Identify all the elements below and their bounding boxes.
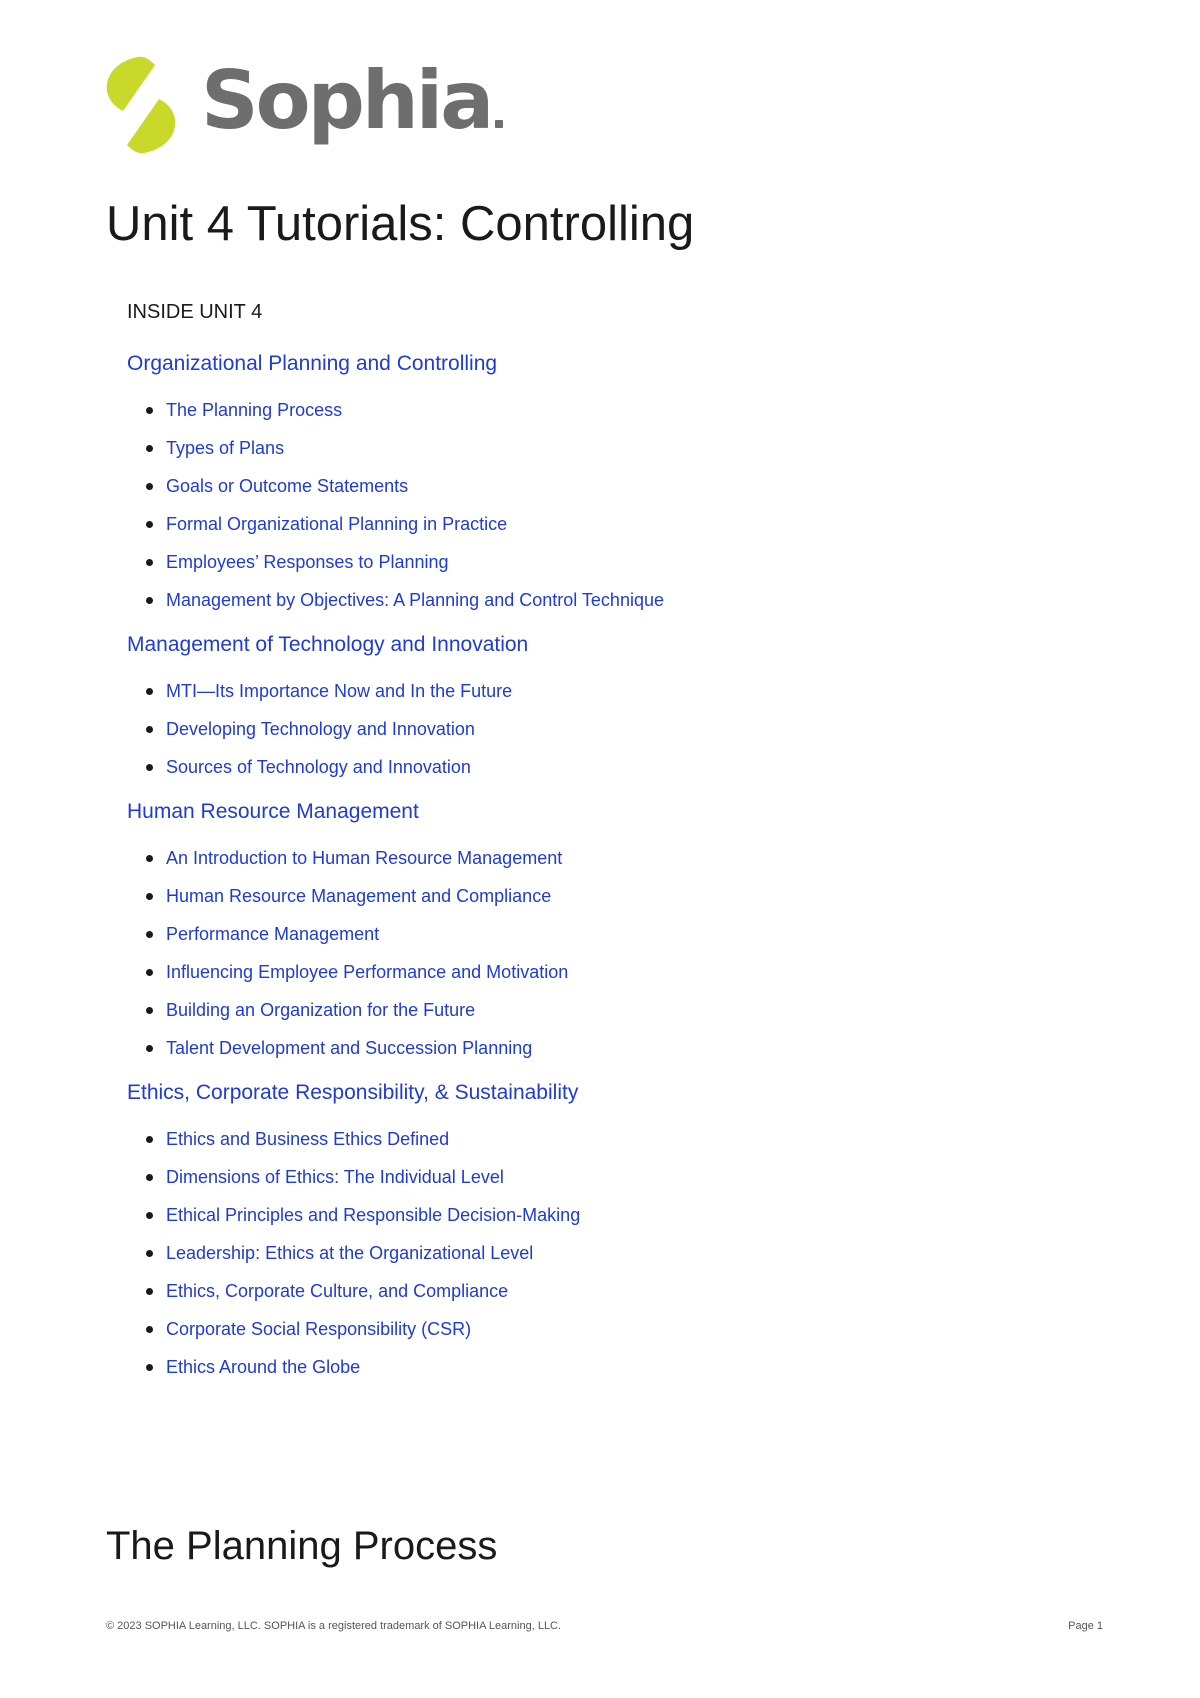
table-of-contents xyxy=(127,350,1127,1398)
footer-copyright: © 2023 SOPHIA Learning, LLC. SOPHIA is a registered trademark of SOPHIA Learning, LLC. xyxy=(106,1620,562,1632)
toc-section-link[interactable]: Human Resource Management xyxy=(127,800,419,823)
toc-list-item xyxy=(127,1280,1127,1302)
toc-section-link[interactable]: Ethics, Corporate Responsibility, & Sustainability xyxy=(127,1081,579,1104)
toc-tutorial-link[interactable]: An Introduction to Human Resource Management xyxy=(166,848,563,868)
toc-list-item xyxy=(127,1037,1127,1059)
page-title: Unit 4 Tutorials: Controlling xyxy=(106,197,695,251)
toc-tutorial-link[interactable]: Formal Organizational Planning in Practice xyxy=(166,514,508,534)
toc-list-item xyxy=(127,399,1127,421)
toc-list-item xyxy=(127,1356,1127,1378)
toc-list-item xyxy=(127,437,1127,459)
footer-page-number: Page 1 xyxy=(1068,1620,1103,1632)
toc-tutorial-link[interactable]: Performance Management xyxy=(166,924,380,944)
toc-list-item xyxy=(127,923,1127,945)
toc-list-item xyxy=(127,513,1127,535)
toc-tutorial-link[interactable]: Building an Organization for the Future xyxy=(166,1000,476,1020)
toc-tutorial-link[interactable]: Corporate Social Responsibility (CSR) xyxy=(166,1319,472,1339)
toc-section-list xyxy=(127,1128,1127,1378)
toc-list-item xyxy=(127,756,1127,778)
toc-tutorial-link[interactable]: Goals or Outcome Statements xyxy=(166,476,409,496)
toc-list-item xyxy=(127,551,1127,573)
sophia-logo-mark-icon xyxy=(103,55,179,155)
toc-list-item xyxy=(127,1204,1127,1226)
toc-tutorial-link[interactable]: Types of Plans xyxy=(166,438,285,458)
toc-list-item xyxy=(127,999,1127,1021)
section-title: The Planning Process xyxy=(106,1524,498,1568)
toc-list-item xyxy=(127,961,1127,983)
toc-tutorial-link[interactable]: The Planning Process xyxy=(166,400,343,420)
toc-tutorial-link[interactable]: MTI—Its Importance Now and In the Future xyxy=(166,681,513,701)
sophia-wordmark: Sophia xyxy=(201,61,503,141)
toc-section-list xyxy=(127,399,1127,611)
toc-section-link[interactable]: Management of Technology and Innovation xyxy=(127,633,529,656)
toc-section-list xyxy=(127,680,1127,778)
toc-list-item xyxy=(127,1166,1127,1188)
toc-tutorial-link[interactable]: Management by Objectives: A Planning and Control Technique xyxy=(166,590,664,610)
toc-list-item xyxy=(127,1318,1127,1340)
toc-tutorial-link[interactable]: Ethics and Business Ethics Defined xyxy=(166,1129,450,1149)
toc-section-list xyxy=(127,847,1127,1059)
toc-tutorial-link[interactable]: Talent Development and Succession Planning xyxy=(166,1038,533,1058)
toc-tutorial-link[interactable]: Ethics Around the Globe xyxy=(166,1357,361,1377)
toc-list-item xyxy=(127,589,1127,611)
toc-list-item xyxy=(127,1128,1127,1150)
toc-list-item xyxy=(127,885,1127,907)
toc-list-item xyxy=(127,475,1127,497)
toc-tutorial-link[interactable]: Leadership: Ethics at the Organizational Level xyxy=(166,1243,534,1263)
toc-section-link[interactable]: Organizational Planning and Controlling xyxy=(127,352,498,375)
sophia-logo xyxy=(103,55,503,155)
toc-tutorial-link[interactable]: Employees’ Responses to Planning xyxy=(166,552,449,572)
toc-tutorial-link[interactable]: Developing Technology and Innovation xyxy=(166,719,475,739)
toc-tutorial-link[interactable]: Ethics, Corporate Culture, and Compliance xyxy=(166,1281,509,1301)
toc-tutorial-link[interactable]: Sources of Technology and Innovation xyxy=(166,757,471,777)
toc-tutorial-link[interactable]: Dimensions of Ethics: The Individual Level xyxy=(166,1167,504,1187)
toc-list-item xyxy=(127,847,1127,869)
inside-unit-label: INSIDE UNIT 4 xyxy=(127,301,263,323)
toc-list-item xyxy=(127,718,1127,740)
toc-tutorial-link[interactable]: Ethical Principles and Responsible Decision-Making xyxy=(166,1205,581,1225)
toc-tutorial-link[interactable]: Influencing Employee Performance and Motivation xyxy=(166,962,569,982)
toc-list-item xyxy=(127,1242,1127,1264)
toc-list-item xyxy=(127,680,1127,702)
toc-tutorial-link[interactable]: Human Resource Management and Compliance xyxy=(166,886,552,906)
